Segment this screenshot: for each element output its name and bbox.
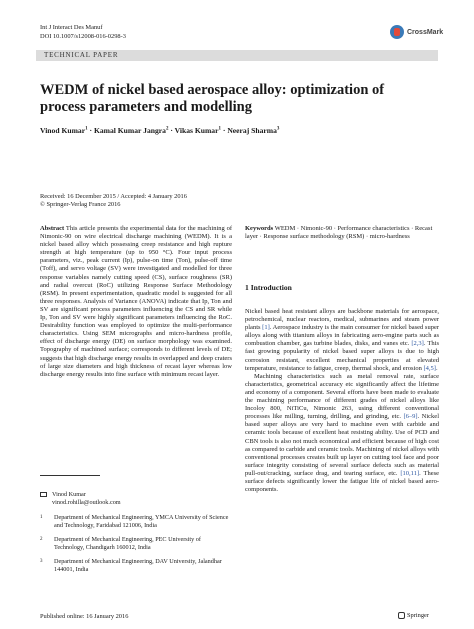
keywords (245, 225, 440, 241)
published-online: Published online: 16 January 2016 (40, 613, 129, 620)
paragraph (245, 373, 439, 494)
publisher-logo (398, 612, 429, 619)
keywords-text: WEDM · Nimonic-90 · Performance characteristics · Recast layer · Response surface methodology (RSM) · micro-hardness (245, 225, 433, 241)
author-separator: · (89, 126, 93, 135)
springer-horse-icon (398, 612, 405, 619)
paragraph-text: . Nickel based super alloys are very hard to machine even with carbide and ceramic tools because of excellent heat resisting ability. Use of PCD and CBN tools is also not much economical and efficient because of high cost as compared to carbide and ceramic tools. Machining of nickel alloys with conventional processes creates built up layer on cutting tool face and poor surface integrity consisting of several surface defects such as material pull-out/cracking, surface drag, and tearing surface, etc. (245, 413, 439, 477)
corresponding-author (40, 491, 121, 507)
affiliation: 2 Department of Mechanical Engineering, PEC University of Technology, Chandigarh 160012, India (40, 536, 201, 551)
copyright: © Springer-Verlag France 2016 (40, 201, 121, 209)
citation-link[interactable]: [4,5] (423, 364, 436, 372)
paper-title: WEDM of nickel based aerospace alloy: optimization of process parameters and modelling (40, 82, 385, 115)
publication-dates (40, 193, 187, 210)
citation-link[interactable]: [6–9] (403, 413, 418, 421)
contact-email[interactable]: vinod.rohilla@outlook.com (52, 498, 121, 506)
author-separator: · (170, 126, 173, 135)
author[interactable]: Neeraj Sharma$^3$ (227, 126, 280, 135)
envelope-icon (40, 492, 47, 497)
article-type-band (36, 50, 438, 61)
publisher-name: Springer (407, 612, 430, 619)
paragraph-text: Machining characteristics such as metal removal rate, surface characteristics, geometrical accuracy etc significantly affect the lifetime and economy of a component. Several efforts have been made to evaluate the machining performance of different grades of nickel alloys like Incoloy 800, NiTiCu, Nimonic 263, using different conventional processes like milling, turning, drilling, and grinding, etc. (245, 372, 439, 421)
citation-link[interactable]: [10,11] (400, 469, 420, 477)
section-heading: 1 Introduction (245, 283, 292, 292)
citation-link[interactable]: [1] (262, 324, 270, 332)
keywords-label: Keywords (245, 225, 274, 232)
affiliation: 1 Department of Mechanical Engineering, YMCA University of Science and Technology, Faridabad 121006, India (40, 514, 229, 529)
introduction-body (245, 308, 439, 494)
doi[interactable]: DOI 10.1007/s12008-016-0298-3 (40, 32, 126, 40)
abstract-text: This article presents the experimental data for the machining of Nimonic-90 on wire electrical discharge machining (WEDM). It is a nickel based alloy which possessing creep resistance and high rupture strength at high temperature (up to 950 °C). Four input process parameters, viz., peak current (Ip), pulse-on time (Ton), pulse-off time (Toff), and servo voltage (SV) were investigated and modelled for three response variables namely cutting speed (CS), surface roughness (SR) and radial overcut (RoC) utilizing Response Surface Methodology (RSM). In present experimentation, quadratic model is suggested for all three responses. Analysis of Variance (ANOVA) indicate that Ip, Ton and SV are significant process parameters influencing the CS and SR while Ip, Ton and SV were highly significant parameters influencing the RoC. Desirability function was employed to optimize the multi-performance characteristics. Using SEM micrographs and micro-hardness profile, effect of discharge energy (DE) on surface morphology was examined. Topography of machined surface; corresponds to different levels of DE; suggests that high discharge energy results in overlapped and deep craters of large size diameters and high thickness of recast layer whereas low discharge energy results into fine surface with minimum recast layer. (40, 225, 232, 378)
journal-name: Int J Interact Des Manuf (40, 24, 103, 31)
abstract-label: Abstract (40, 225, 65, 232)
citation-link[interactable]: [2,3] (411, 340, 424, 348)
footnote-rule (40, 475, 100, 476)
paragraph-text: Nickel based heat resistant alloys are backbone materials for aerospace, petrochemical, nuclear reactors, medical, submarines and steam power plants (245, 308, 439, 332)
paragraph-text: . (435, 364, 438, 372)
author[interactable]: Vinod Kumar$^1$ (40, 126, 88, 135)
contact-name: Vinod Kumar (52, 491, 86, 498)
author[interactable]: Kamal Kumar Jangra$^2$ (93, 126, 169, 135)
crossmark-badge[interactable] (390, 25, 443, 39)
paragraph-text: . This fast growing popularity of nickel based super alloys is due to high corrosion resistant, excellent mechanical properties at elevated temperature, resistance to fatigue, creep, thermal shock, and erosion (245, 340, 439, 372)
author-list (40, 126, 440, 135)
crossmark-icon (390, 25, 404, 39)
received-accepted: Received: 16 December 2015 / Accepted: 4 January 2016 (40, 193, 187, 200)
abstract (40, 225, 232, 379)
author-separator: · (222, 126, 226, 135)
journal-info (40, 24, 126, 41)
paragraph (245, 308, 439, 373)
author[interactable]: Vikas Kumar$^1$ (174, 126, 221, 135)
paragraph-text: . Aerospace industry is the main consumer for nickel based super alloys along with titanium alloys in fabricating aero-engine parts such as combustion chamber, gas turbine blades, disks, and vanes etc. (245, 324, 439, 348)
crossmark-label: CrossMark (407, 28, 444, 36)
paragraph-text: . These surface defects significantly lower the fatigue life of nickel based aero-components. (245, 469, 439, 494)
affiliation: 3 Department of Mechanical Engineering, DAV University, Jalandhar 144001, India (40, 558, 222, 573)
article-type-label: TECHNICAL PAPER (44, 51, 119, 59)
